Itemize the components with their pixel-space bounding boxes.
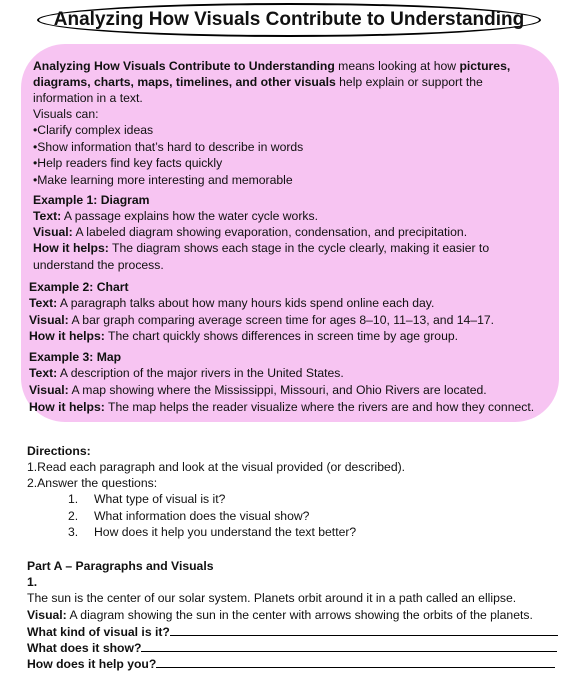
answer-blank-show[interactable] — [141, 640, 557, 652]
directions-heading: Directions: — [27, 444, 91, 458]
bullet-item: •Show information that’s hard to describe in words — [33, 140, 304, 154]
bullet-item: •Clarify complex ideas — [33, 123, 154, 137]
question-item: 1. What type of visual is it? — [68, 492, 226, 506]
example-2-helps: How it helps: The chart quickly shows differences in screen time by age group. — [29, 329, 459, 343]
intro-line-3: information in a text. — [33, 91, 143, 105]
answer-blank-kind[interactable] — [170, 624, 558, 636]
directions-step-1: 1.Read each paragraph and look at the visual provided (or described). — [27, 460, 406, 474]
bullet-item: •Make learning more interesting and memorable — [33, 173, 293, 187]
answer-blank-help[interactable] — [156, 656, 555, 668]
item-number: 1. — [27, 575, 38, 589]
bullet-item: •Help readers find key facts quickly — [33, 156, 223, 170]
answer-row-kind: What kind of visual is it? — [27, 624, 558, 640]
example-1-visual: Visual: A labeled diagram showing evaporation, condensation, and precipitation. — [33, 225, 468, 239]
example-2-visual: Visual: A bar graph comparing average screen time for ages 8–10, 11–13, and 14–17. — [29, 313, 495, 327]
answer-row-help: How does it help you? — [27, 656, 555, 672]
intro-line-2: diagrams, charts, maps, timelines, and other visuals help explain or support the — [33, 75, 483, 89]
intro-line-1: Analyzing How Visuals Contribute to Understanding means looking at how pictures, — [33, 59, 511, 73]
question-item: 2. What information does the visual show? — [68, 509, 310, 523]
visuals-can-label: Visuals can: — [33, 107, 99, 121]
directions-step-2: 2.Answer the questions: — [27, 476, 158, 490]
question-item: 3. How does it help you understand the text better? — [68, 525, 357, 539]
part-a-paragraph: The sun is the center of our solar system. Planets orbit around it in a path called an ellipse. — [27, 591, 517, 605]
example-3-helps: How it helps: The map helps the reader visualize where the rivers are and how they connect. — [29, 400, 535, 414]
part-a-visual: Visual: A diagram showing the sun in the center with arrows showing the orbits of the planets. — [27, 608, 533, 622]
example-3-visual: Visual: A map showing where the Mississippi, Missouri, and Ohio Rivers are located. — [29, 383, 487, 397]
example-3-text: Text: A description of the major rivers in the United States. — [29, 366, 344, 380]
answer-row-show: What does it show? — [27, 640, 557, 656]
example-2-heading: Example 2: Chart — [29, 280, 129, 294]
example-3-heading: Example 3: Map — [29, 350, 122, 364]
example-1-text: Text: A passage explains how the water cycle works. — [33, 209, 318, 223]
example-1-helps: How it helps: The diagram shows each stage in the cycle clearly, making it easier to — [33, 241, 490, 255]
page-title: Analyzing How Visuals Contribute to Understanding — [53, 9, 525, 30]
title-banner — [37, 3, 541, 37]
example-1-helps-cont: understand the process. — [33, 258, 164, 272]
example-1-heading: Example 1: Diagram — [33, 193, 150, 207]
part-a-heading: Part A – Paragraphs and Visuals — [27, 559, 214, 573]
example-2-text: Text: A paragraph talks about how many hours kids spend online each day. — [29, 296, 435, 310]
